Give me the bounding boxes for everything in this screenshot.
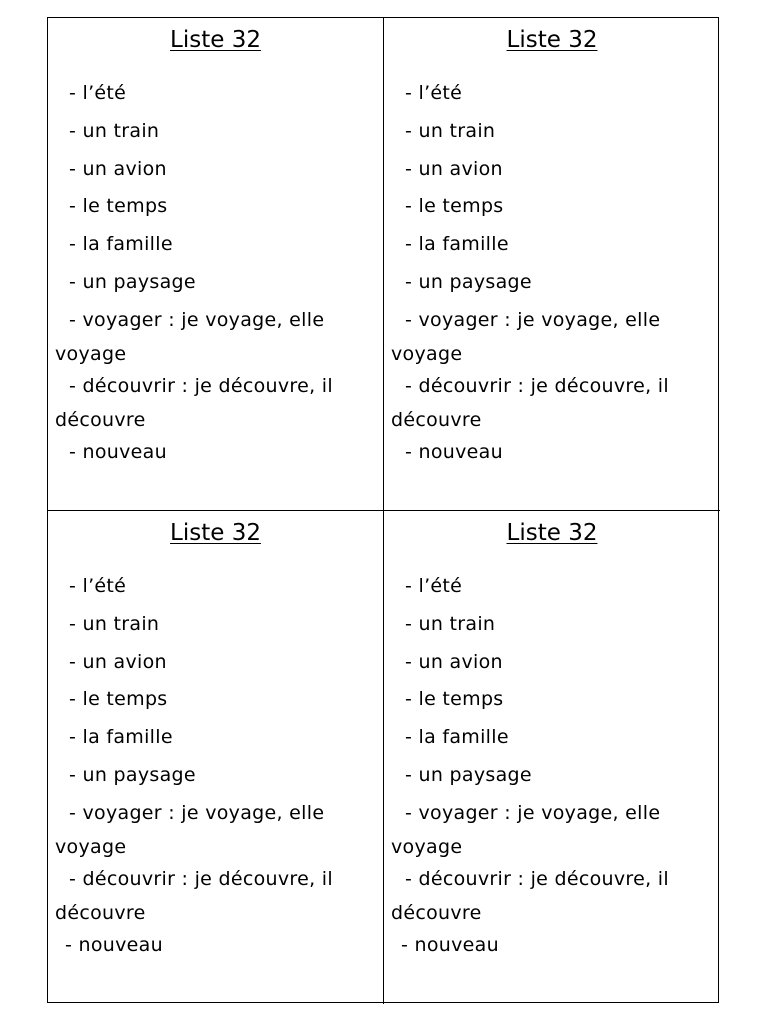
list-item: - le temps [69, 688, 168, 711]
list-item: - un train [405, 612, 496, 635]
list-item: - la famille [405, 726, 509, 749]
card-title: Liste 32 [170, 27, 261, 53]
list-item: - la famille [405, 233, 509, 256]
list-item: - nouveau [65, 933, 163, 956]
list-item [391, 862, 713, 930]
list-item [391, 796, 713, 864]
list-item: - un paysage [405, 763, 532, 786]
list-item: - un avion [405, 650, 503, 673]
list-item: - un paysage [405, 270, 532, 293]
card-title: Liste 32 [506, 520, 598, 546]
list-item-continuation: voyage [55, 835, 127, 858]
vocabulary-card [384, 511, 720, 1004]
list-item: - un train [69, 612, 160, 635]
list-item: - la famille [69, 233, 173, 256]
list-item [391, 303, 713, 371]
list-item-continuation: découvre [391, 408, 482, 431]
list-item: - un avion [405, 157, 503, 180]
list-item-text: - découvrir : je découvre, il [405, 374, 669, 397]
card-title: Liste 32 [170, 520, 261, 546]
list-item-continuation: découvre [391, 901, 482, 924]
list-item [55, 303, 377, 371]
list-item: - le temps [405, 688, 504, 711]
list-item: - un train [405, 119, 496, 142]
list-item-continuation: découvre [55, 408, 146, 431]
list-item: - le temps [69, 195, 168, 218]
word-list [55, 575, 377, 972]
list-item-text: - découvrir : je découvre, il [69, 867, 333, 890]
vocabulary-card [384, 18, 720, 511]
list-item: - un paysage [69, 763, 196, 786]
word-list [55, 82, 377, 479]
list-item: - un paysage [69, 270, 196, 293]
vocabulary-card [48, 18, 384, 511]
list-item-continuation: voyage [391, 342, 463, 365]
vocabulary-card [48, 511, 384, 1004]
list-item-text: - voyager : je voyage, elle [69, 308, 325, 331]
list-item: - un avion [69, 650, 167, 673]
word-list [391, 575, 713, 972]
list-item [391, 369, 713, 437]
list-item-text: - voyager : je voyage, elle [69, 801, 325, 824]
card-title: Liste 32 [506, 27, 598, 53]
list-item: - un train [69, 119, 160, 142]
word-list [391, 82, 713, 479]
list-item: - l’été [69, 575, 127, 597]
list-item-continuation: découvre [55, 901, 146, 924]
list-item: - un avion [69, 157, 167, 180]
list-item: - nouveau [405, 440, 503, 463]
list-item: - le temps [405, 195, 504, 218]
list-item [55, 862, 377, 930]
vocabulary-card-grid [47, 17, 719, 1003]
list-item: - l’été [405, 82, 463, 104]
list-item: - l’été [405, 575, 463, 597]
list-item-text: - découvrir : je découvre, il [69, 374, 333, 397]
list-item: - nouveau [401, 933, 499, 956]
list-item: - nouveau [69, 440, 167, 463]
list-item-text: - découvrir : je découvre, il [405, 867, 669, 890]
list-item-continuation: voyage [55, 342, 127, 365]
list-item-text: - voyager : je voyage, elle [405, 801, 661, 824]
list-item-continuation: voyage [391, 835, 463, 858]
list-item-text: - voyager : je voyage, elle [405, 308, 661, 331]
list-item: - l’été [69, 82, 127, 104]
list-item [55, 796, 377, 864]
list-item: - la famille [69, 726, 173, 749]
list-item [55, 369, 377, 437]
